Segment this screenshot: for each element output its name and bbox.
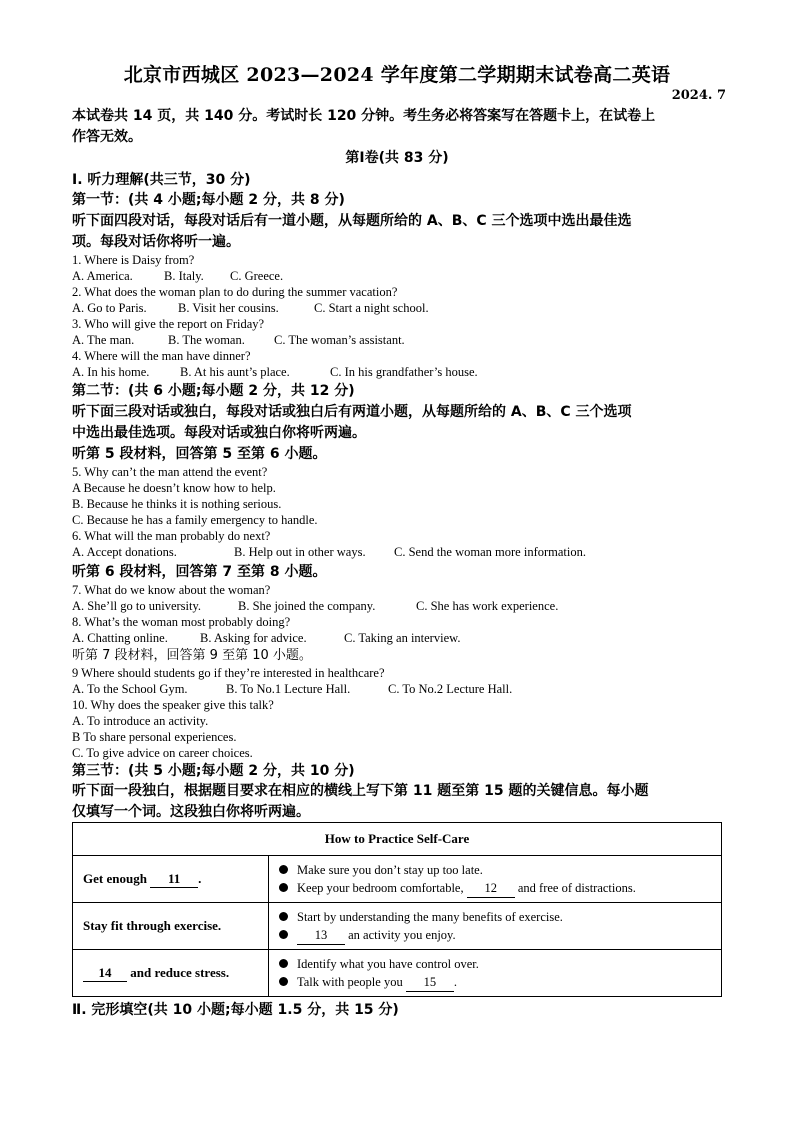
question-8: 8. What’s the woman most probably doing? [72,615,291,629]
question-4: 4. Where will the man have dinner? [72,349,251,363]
list-item [279,908,711,926]
question-5-option-a: A Because he doesn’t know how to help. [72,481,276,495]
sec1-instr-line-1: 听下面四段对话，每段对话后有一道小题，从每题所给的 A、B、C 三个选项中选出最佳选 [72,213,632,229]
option: B. At his aunt’s place. [180,365,290,379]
exam-title: 北京市西城区 2023—2024 学年度第二学期期末试卷高二英语 [123,64,671,86]
option: B. Help out in other ways. [234,545,366,559]
bullet-icon [279,883,288,892]
option: C. Taking an interview. [344,631,461,645]
question-6-options [72,544,722,560]
sec1-instr-line-2: 项。每段对话你将听一遍。 [72,234,240,250]
sec2-instr-line-1: 听下面三段对话或独白，每段对话或独白后有两道小题，从每题所给的 A、B、C 三个选项 [72,404,632,420]
list-item [279,879,711,898]
row-1-details [269,856,722,903]
part1-title: Ⅰ. 听力理解(共三节，30 分) [72,172,251,188]
option: C. Greece. [230,269,284,283]
question-8-options [72,630,722,646]
intro-line-2: 作答无效。 [72,129,142,145]
question-10-option-a: A. To introduce an activity. [72,714,209,728]
row-2-heading: Stay fit through exercise. [73,903,269,950]
question-2: 2. What does the woman plan to do during the summer vacation? [72,285,398,299]
option: A. Accept donations. [72,545,177,559]
material-6-heading: 听第 6 段材料，回答第 7 至第 8 小题。 [72,564,327,580]
row-1-heading-end: . [198,870,202,886]
bullet-icon [279,977,288,986]
option: A. To the School Gym. [72,682,188,696]
option: B. The woman. [168,333,245,347]
bullet-icon [279,865,288,874]
list-item [279,955,711,973]
option: C. Start a night school. [314,301,429,315]
question-5-option-b: B. Because he thinks it is nothing serious. [72,497,282,511]
bullet-text: Identify what you have control over. [297,956,479,971]
answer-blank-14[interactable]: 14 [83,965,127,982]
sec2-title: 第二节：(共 6 小题;每小题 2 分，共 12 分) [72,383,355,399]
option: C. To No.2 Lecture Hall. [388,682,513,696]
sec1-instructions [72,211,722,253]
part2-title: Ⅱ. 完形填空(共 10 小题;每小题 1.5 分，共 15 分) [72,1002,399,1018]
question-5-option-c: C. Because he has a family emergency to handle. [72,513,318,527]
option: A. Go to Paris. [72,301,147,315]
bullet-icon [279,930,288,939]
exam-intro [72,106,722,148]
sec2-instr-line-2: 中选出最佳选项。每段对话或独白你将听两遍。 [72,425,366,441]
self-care-table [72,822,722,997]
bullet-text: an activity you enjoy. [348,927,456,942]
row-3-heading [73,950,269,997]
bullet-text: Make sure you don’t stay up too late. [297,862,483,877]
option: A. In his home. [72,365,150,379]
question-10-option-c: C. To give advice on career choices. [72,746,253,760]
option: B. Italy. [164,269,204,283]
question-3: 3. Who will give the report on Friday? [72,317,265,331]
table-row [73,903,722,950]
bullet-text: Keep your bedroom comfortable, [297,880,464,895]
row-1-heading-text: Get enough [83,870,147,886]
row-3-heading-text: and reduce stress. [130,964,230,980]
material-7-heading: 听第 7 段材料，回答第 9 至第 10 小题。 [72,648,312,663]
question-7: 7. What do we know about the woman? [72,583,271,597]
answer-blank-11[interactable]: 11 [150,871,198,888]
sec3-title: 第三节：(共 5 小题;每小题 2 分，共 10 分) [72,763,355,779]
bullet-icon [279,912,288,921]
list-item [279,926,711,945]
row-1-heading [73,856,269,903]
bullet-text: Start by understanding the many benefits of exercise. [297,909,563,924]
list-item [279,973,711,992]
option: C. In his grandfather’s house. [330,365,478,379]
row-3-details [269,950,722,997]
option: C. The woman’s assistant. [274,333,405,347]
row-2-details [269,903,722,950]
option: A. America. [72,269,133,283]
sec3-instr-line-2: 仅填写一个词。这段独白你将听两遍。 [72,804,310,820]
answer-blank-12[interactable]: 12 [467,879,515,898]
bullet-text-end: and free of distractions. [517,880,636,895]
question-10-option-b: B To share personal experiences. [72,730,237,744]
volume-title: 第Ⅰ卷(共 83 分) [345,150,449,166]
question-5: 5. Why can’t the man attend the event? [72,465,268,479]
question-9: 9 Where should students go if they’re interested in healthcare? [72,666,385,680]
question-1: 1. Where is Daisy from? [72,253,195,267]
question-2-options [72,300,722,316]
answer-blank-15[interactable]: 15 [406,973,454,992]
question-6: 6. What will the man probably do next? [72,529,271,543]
list-item [279,861,711,879]
bullet-text-end: . [453,974,457,989]
option: B. Visit her cousins. [178,301,279,315]
question-9-options [72,681,722,697]
option: C. She has work experience. [416,599,559,613]
option: A. Chatting online. [72,631,168,645]
bullet-icon [279,959,288,968]
sec3-instr-line-1: 听下面一段独白，根据题目要求在相应的横线上写下第 11 题至第 15 题的关键信息。每小题 [72,783,649,799]
table-title: How to Practice Self-Care [73,823,722,856]
sec2-instructions [72,402,722,444]
question-1-options [72,268,722,284]
sec3-instructions [72,781,722,823]
answer-blank-13[interactable]: 13 [297,926,345,945]
question-3-options [72,332,722,348]
question-10: 10. Why does the speaker give this talk? [72,698,274,712]
question-7-options [72,598,722,614]
bullet-text: Talk with people you [297,974,403,989]
exam-date: 2024. 7 [671,88,726,103]
material-5-heading: 听第 5 段材料，回答第 5 至第 6 小题。 [72,446,327,462]
option: B. To No.1 Lecture Hall. [226,682,351,696]
option: B. Asking for advice. [200,631,307,645]
option: B. She joined the company. [238,599,376,613]
table-row [73,856,722,903]
sec1-title: 第一节：(共 4 小题;每小题 2 分，共 8 分) [72,192,345,208]
option: A. She’ll go to university. [72,599,202,613]
question-4-options [72,364,722,380]
option: A. The man. [72,333,135,347]
intro-line-1: 本试卷共 14 页，共 140 分。考试时长 120 分钟。考生务必将答案写在答题卡上，在试卷上 [72,108,656,124]
table-row [73,950,722,997]
option: C. Send the woman more information. [394,545,586,559]
